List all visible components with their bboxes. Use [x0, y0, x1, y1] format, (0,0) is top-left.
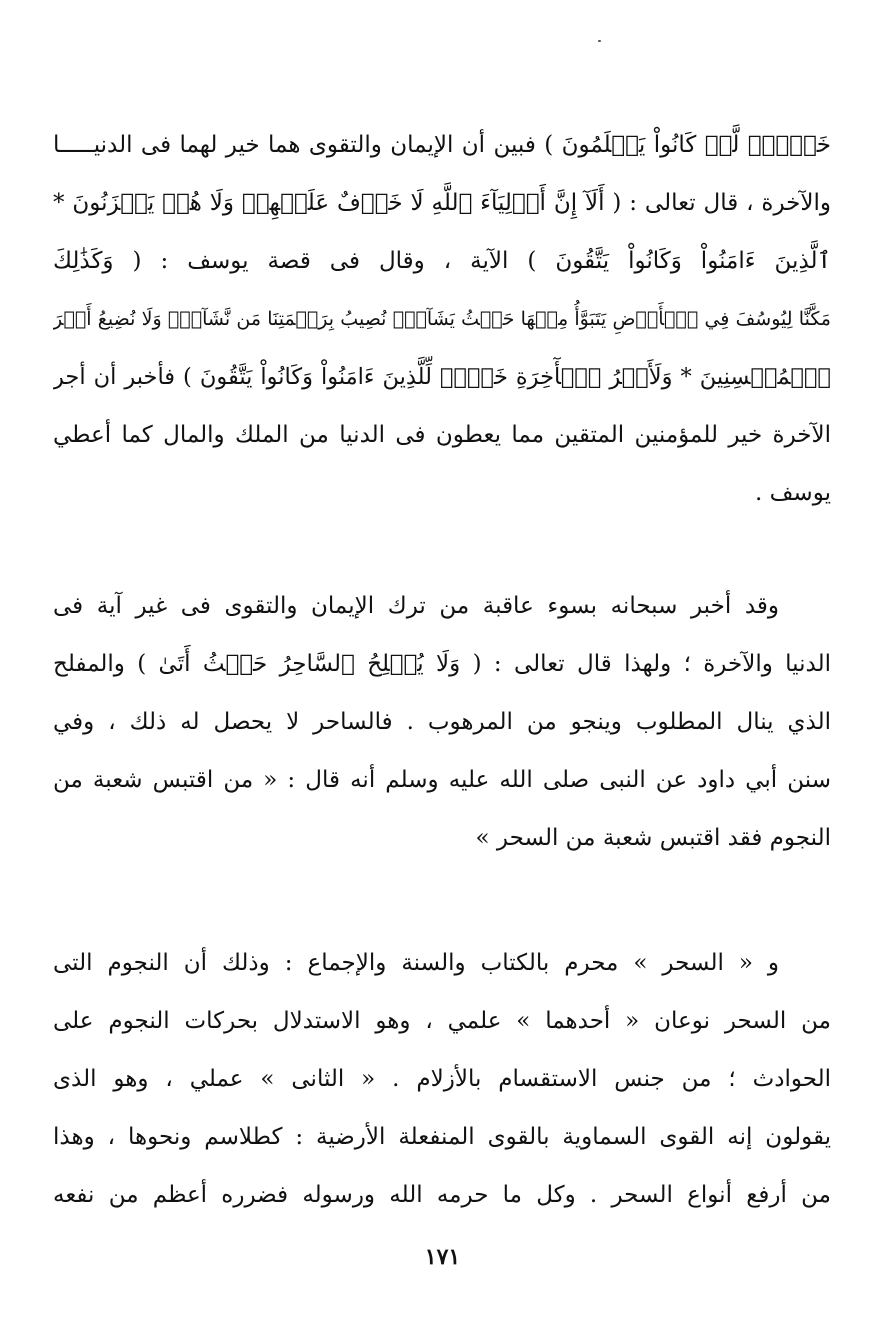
text-line: ٱلَّذِينَ ءَامَنُواْ وَكَانُواْ يَتَّقُونَ ) الآية ، وقال فى قصة يوسف : ( وَكَذَٰلِكَ [53, 248, 831, 274]
text-line: الحوادث ؛ من جنس الاستقسام بالأزلام . « الثانى » عملي ، وهو الذى [53, 1066, 831, 1092]
text-line: ٱلۡمُحۡسِنِينَ * وَلَأَجۡرُ ٱلۡأٓخِرَةِ خَيۡرٞ لِّلَّذِينَ ءَامَنُواْ وَكَانُواْ يَتَّقُونَ ) فأخبر أن أجر [53, 364, 831, 390]
scan-speck [598, 40, 601, 42]
text-line: خَيۡرٞۚ لَّوۡ كَانُواْ يَعۡلَمُونَ ) فبين أن الإيمان والتقوى هما خير لهما فى الدنيـــــا [53, 132, 831, 158]
text-line: وقد أخبر سبحانه بسوء عاقبة من ترك الإيمان والتقوى فى غير آية فى [53, 593, 779, 619]
paragraph-1 [53, 116, 831, 522]
text-line: سنن أبي داود عن النبى صلى الله عليه وسلم أنه قال : « من اقتبس شعبة من [53, 767, 831, 793]
paragraph-2 [53, 577, 831, 867]
text-line: و « السحر » محرم بالكتاب والسنة والإجماع : وذلك أن النجوم التى [53, 950, 779, 976]
page-number: ١٧١ [424, 1244, 461, 1270]
text-line: يوسف . [755, 480, 831, 506]
text-line: الدنيا والآخرة ؛ ولهذا قال تعالى : ( وَلَا يُفۡلِحُ ٱلسَّاحِرُ حَيۡثُ أَتَىٰ ) والمفلح [53, 651, 831, 677]
text-line: مَكَّنَّا لِيُوسُفَ فِي ٱلۡأَرۡضِ يَتَبَوَّأُ مِنۡهَا حَيۡثُ يَشَآءُۚ نُصِيبُ بِرَحۡمَتِنَا مَن نَّشَآءُۖ وَلَا نُضِيعُ أَجۡرَ [53, 308, 831, 330]
paragraph-3 [53, 934, 831, 1224]
text-line: الآخرة خير للمؤمنين المتقين مما يعطون فى الدنيا من الملك والمال كما أعطي [53, 422, 831, 448]
text-line: من السحر نوعان « أحدهما » علمي ، وهو الاستدلال بحركات النجوم على [53, 1008, 831, 1034]
text-line: النجوم فقد اقتبس شعبة من السحر » [475, 825, 831, 851]
text-line: والآخرة ، قال تعالى : ( أَلَآ إِنَّ أَوۡلِيَآءَ ٱللَّهِ لَا خَوۡفٌ عَلَيۡهِمۡ وَلَا هُمۡ يَحۡزَنُونَ * [53, 190, 831, 216]
text-line: يقولون إنه القوى السماوية بالقوى المنفعلة الأرضية : كطلاسم ونحوها ، وهذا [53, 1124, 831, 1150]
text-line: من أرفع أنواع السحر . وكل ما حرمه الله ورسوله فضرره أعظم من نفعه [53, 1182, 831, 1208]
text-line: الذي ينال المطلوب وينجو من المرهوب . فالساحر لا يحصل له ذلك ، وفي [53, 709, 831, 735]
